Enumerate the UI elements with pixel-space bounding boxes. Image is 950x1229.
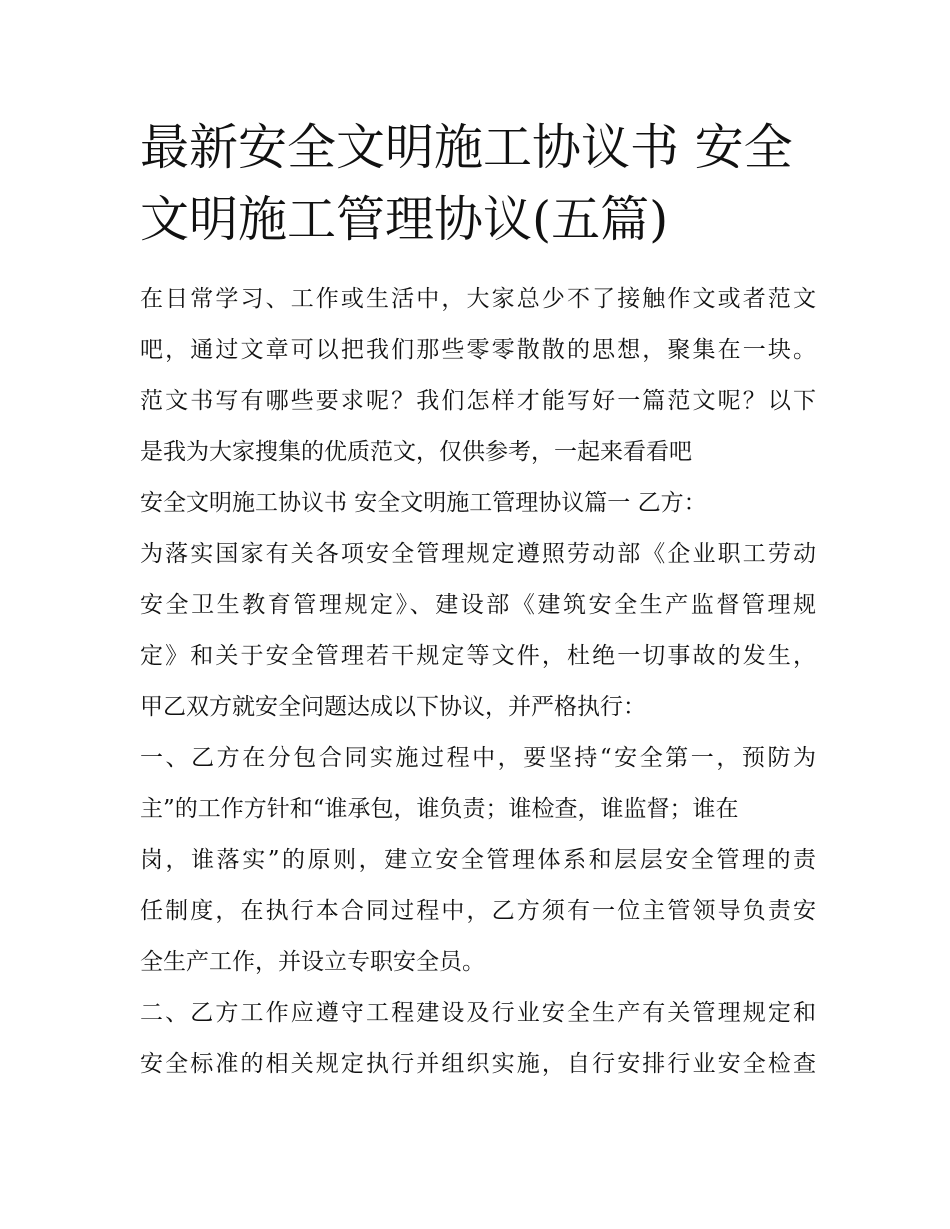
body-line: 定》和关于安全管理若干规定等文件，杜绝一切事故的发生， bbox=[140, 643, 816, 669]
body-line: 在日常学习、工作或生活中，大家总少不了接触作文或者范文 bbox=[140, 286, 816, 312]
body-line: 甲乙双方就安全问题达成以下协议，并严格执行： bbox=[140, 694, 646, 720]
body-line: 主”的工作方针和“谁承包，谁负责；谁检查，谁监督；谁在 bbox=[140, 796, 739, 822]
document-title bbox=[140, 112, 816, 256]
body-line: 一、乙方在分包合同实施过程中，要坚持“安全第一，预防为 bbox=[140, 745, 816, 771]
document-body bbox=[140, 274, 816, 1090]
body-line: 安全卫生教育管理规定》、建设部《建筑安全生产监督管理规 bbox=[140, 592, 816, 618]
body-line: 安全标准的相关规定执行并组织实施，自行安排行业安全检查 bbox=[140, 1051, 816, 1077]
body-line: 范文书写有哪些要求呢？我们怎样才能写好一篇范文呢？以下 bbox=[140, 388, 816, 414]
body-line: 是我为大家搜集的优质范文，仅供参考，一起来看看吧 bbox=[140, 439, 692, 465]
title-line: 文明施工管理协议(五篇) bbox=[140, 191, 669, 248]
body-line: 二、乙方工作应遵守工程建设及行业安全生产有关管理规定和 bbox=[140, 1000, 816, 1026]
body-line: 任制度，在执行本合同过程中，乙方须有一位主管领导负责安 bbox=[140, 898, 816, 924]
document-content bbox=[140, 112, 816, 1090]
body-line: 岗，谁落实”的原则，建立安全管理体系和层层安全管理的责 bbox=[140, 847, 816, 873]
body-line: 全生产工作，并设立专职安全员。 bbox=[140, 949, 485, 975]
body-line: 为落实国家有关各项安全管理规定遵照劳动部《企业职工劳动 bbox=[140, 541, 816, 567]
title-line: 最新安全文明施工协议书 安全 bbox=[140, 119, 793, 176]
body-line: 安全文明施工协议书 安全文明施工管理协议篇一 乙方： bbox=[140, 490, 707, 516]
body-line: 吧，通过文章可以把我们那些零零散散的思想，聚集在一块。 bbox=[140, 337, 816, 363]
